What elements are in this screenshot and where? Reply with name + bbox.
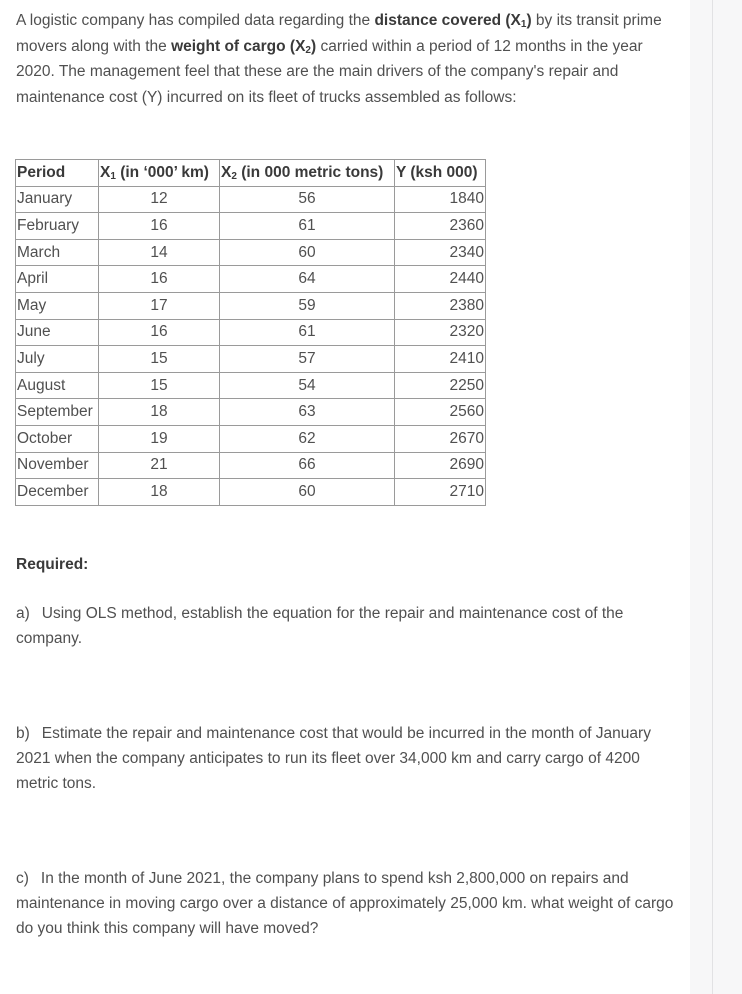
table-row bbox=[16, 479, 486, 506]
question-a bbox=[16, 601, 676, 651]
cell-x2: 61 bbox=[220, 213, 395, 240]
cell-y: 2440 bbox=[395, 266, 486, 293]
cell-period: February bbox=[16, 213, 99, 240]
header-x2: $X_2$ (in 000 metric tons) bbox=[220, 160, 395, 187]
question-c-label: c) bbox=[16, 870, 29, 887]
cell-y: 2690 bbox=[395, 452, 486, 479]
table-row bbox=[16, 319, 486, 346]
cell-period: September bbox=[16, 399, 99, 426]
header-y: Y (ksh 000) bbox=[395, 160, 486, 187]
cell-x2: 66 bbox=[220, 452, 395, 479]
cell-x2: 56 bbox=[220, 186, 395, 213]
cell-period: October bbox=[16, 425, 99, 452]
cell-x2: 60 bbox=[220, 239, 395, 266]
cell-y: 2560 bbox=[395, 399, 486, 426]
cell-period: May bbox=[16, 292, 99, 319]
cell-x2: 61 bbox=[220, 319, 395, 346]
header-period: Period bbox=[16, 160, 99, 187]
data-table bbox=[15, 159, 486, 506]
cell-period: August bbox=[16, 372, 99, 399]
intro-text-3: carried within a period of 12 months in the year 2020. The management feel that these are the main drivers of the company's repair and maintenance cost (Y) incurred on its fleet of trucks assembled as follows: bbox=[16, 37, 643, 106]
cell-y: 2670 bbox=[395, 425, 486, 452]
table-header-row bbox=[16, 160, 486, 187]
table-row bbox=[16, 452, 486, 479]
cell-x1: 14 bbox=[99, 239, 220, 266]
cell-x1: 16 bbox=[99, 319, 220, 346]
cell-y: 1840 bbox=[395, 186, 486, 213]
table-row bbox=[16, 239, 486, 266]
cell-x1: 21 bbox=[99, 452, 220, 479]
table-row bbox=[16, 213, 486, 240]
table-row bbox=[16, 346, 486, 373]
cell-x1: 18 bbox=[99, 399, 220, 426]
intro-bold-weight: weight of cargo $(X_2)$ bbox=[171, 37, 317, 56]
cell-y: 2340 bbox=[395, 239, 486, 266]
cell-x2: 60 bbox=[220, 479, 395, 506]
cell-y: 2410 bbox=[395, 346, 486, 373]
cell-y: 2250 bbox=[395, 372, 486, 399]
cell-x1: 16 bbox=[99, 213, 220, 240]
cell-x1: 15 bbox=[99, 346, 220, 373]
question-b-text: Estimate the repair and maintenance cost that would be incurred in the month of January 2021 when the company anticipates to run its fleet over 34,000 km and carry cargo of 4200 metric tons. bbox=[16, 725, 651, 792]
cell-x2: 57 bbox=[220, 346, 395, 373]
required-heading: Required: bbox=[16, 556, 89, 573]
cell-y: 2710 bbox=[395, 479, 486, 506]
table-row bbox=[16, 292, 486, 319]
intro-bold-distance: distance covered $(X_1)$ bbox=[374, 12, 532, 30]
cell-x2: 59 bbox=[220, 292, 395, 319]
question-b bbox=[16, 721, 676, 796]
question-c bbox=[16, 866, 676, 941]
table-row bbox=[16, 266, 486, 293]
table-row bbox=[16, 186, 486, 213]
cell-x2: 62 bbox=[220, 425, 395, 452]
cell-x1: 17 bbox=[99, 292, 220, 319]
intro-text-1: A logistic company has compiled data regarding the bbox=[16, 12, 375, 29]
table-row bbox=[16, 372, 486, 399]
cell-x1: 18 bbox=[99, 479, 220, 506]
cell-y: 2360 bbox=[395, 213, 486, 240]
header-x1: $X_1$ (in ‘000’ km) bbox=[99, 160, 220, 187]
right-divider bbox=[712, 0, 713, 994]
cell-x1: 16 bbox=[99, 266, 220, 293]
cell-x1: 19 bbox=[99, 425, 220, 452]
cell-x2: 54 bbox=[220, 372, 395, 399]
intro-paragraph bbox=[16, 8, 676, 110]
cell-x1: 15 bbox=[99, 372, 220, 399]
cell-x1: 12 bbox=[99, 186, 220, 213]
cell-period: July bbox=[16, 346, 99, 373]
intro-text-2: by its transit prime movers along with the bbox=[16, 12, 662, 55]
table-row bbox=[16, 425, 486, 452]
cell-period: November bbox=[16, 452, 99, 479]
cell-x2: 64 bbox=[220, 266, 395, 293]
cell-y: 2320 bbox=[395, 319, 486, 346]
question-a-text: Using OLS method, establish the equation for the repair and maintenance cost of the company. bbox=[16, 605, 624, 647]
cell-period: December bbox=[16, 479, 99, 506]
cell-y: 2380 bbox=[395, 292, 486, 319]
question-a-label: a) bbox=[16, 605, 30, 622]
cell-period: June bbox=[16, 319, 99, 346]
table-row bbox=[16, 399, 486, 426]
cell-period: January bbox=[16, 186, 99, 213]
question-c-text: In the month of June 2021, the company plans to spend ksh 2,800,000 on repairs and maintenance in moving cargo over a distance of approximately 25,000 km. what weight of cargo do you think this company will have moved? bbox=[16, 870, 674, 937]
cell-period: April bbox=[16, 266, 99, 293]
cell-x2: 63 bbox=[220, 399, 395, 426]
cell-period: March bbox=[16, 239, 99, 266]
question-b-label: b) bbox=[16, 725, 30, 742]
